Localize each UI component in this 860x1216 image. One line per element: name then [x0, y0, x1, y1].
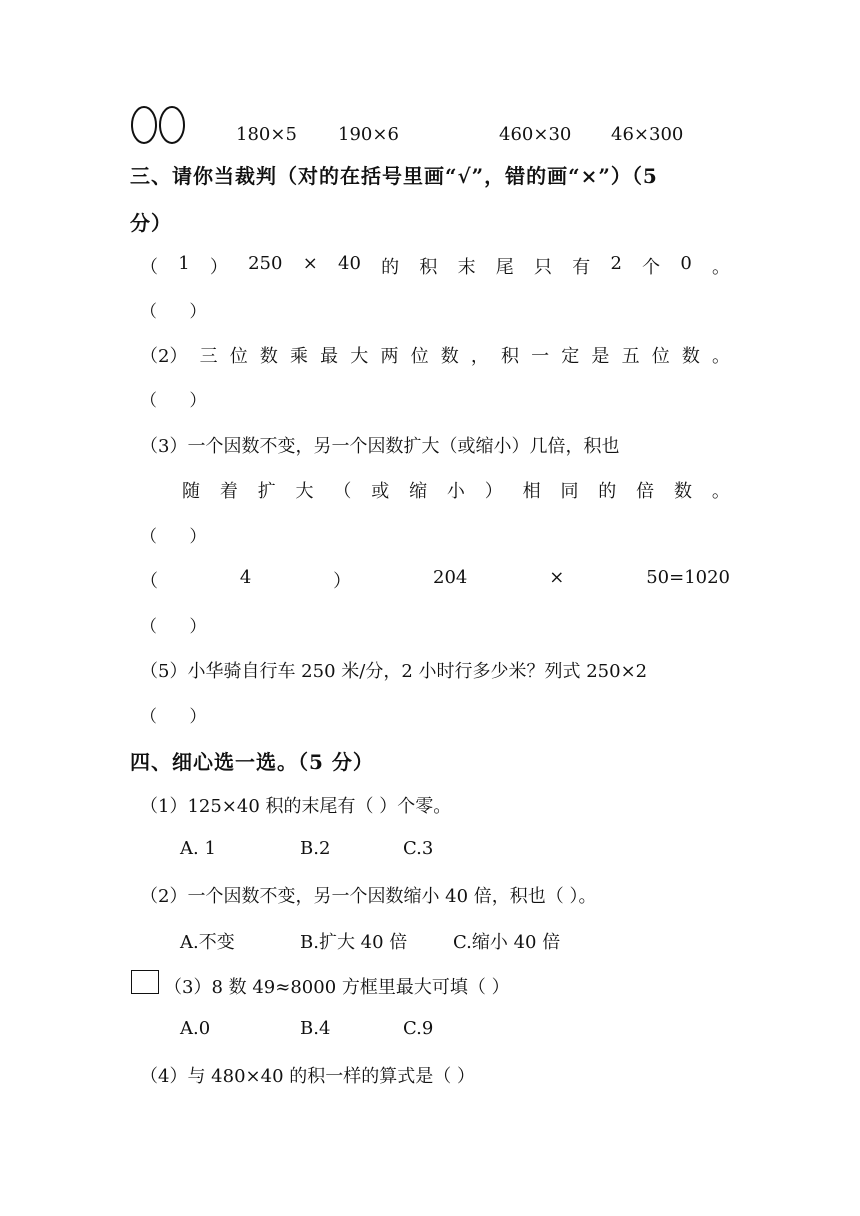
- section3-title: 三、请你当裁判（对的在括号里画“√”，错的画“×”）（5: [130, 164, 658, 188]
- judge-q3-cont: 随 着 扩 大 （ 或 缩 小 ） 相 同 的 倍 数 。: [182, 481, 730, 502]
- section3-title-cont: 分）: [130, 211, 172, 235]
- answer-blank[interactable]: （ ）: [140, 391, 207, 411]
- choice-q3: （3）8 数 49≈8000 方框里最大可填（ ）: [164, 977, 510, 998]
- judge-q1: （ 1 ） 250 × 40 的 积 末 尾 只 有 2 个 0 。: [140, 253, 730, 278]
- judge-q2: （2） 三 位 数 乘 最 大 两 位 数 ， 积 一 定 是 五 位 数 。: [140, 346, 730, 367]
- option-c[interactable]: C.缩小 40 倍: [453, 932, 561, 953]
- option-a[interactable]: A. 1: [180, 838, 216, 859]
- section4-title: 四、细心选一选。（5 分）: [130, 750, 374, 774]
- judge-q5: （5）小华骑自行车 250 米/分，2 小时行多少米？列式 250×2: [140, 661, 648, 682]
- answer-blank[interactable]: （ ）: [140, 617, 207, 637]
- option-c[interactable]: C.9: [403, 1018, 434, 1039]
- option-a[interactable]: A.0: [180, 1018, 211, 1039]
- answer-blank[interactable]: （ ）: [140, 707, 207, 727]
- choice-q1: （1）125×40 积的末尾有（ ）个零。: [140, 796, 452, 817]
- calc-item: 46×300: [611, 124, 684, 145]
- option-b[interactable]: B.2: [300, 838, 331, 859]
- answer-blank[interactable]: （ ）: [140, 527, 207, 547]
- option-c[interactable]: C.3: [403, 838, 434, 859]
- calc-item: 180×5: [236, 124, 297, 145]
- option-b[interactable]: B.4: [300, 1018, 331, 1039]
- answer-blank[interactable]: （ ）: [140, 302, 207, 322]
- calc-item: 190×6: [338, 124, 399, 145]
- judge-q4: （ 4 ） 204 × 50=1020: [140, 567, 730, 592]
- choice-q2: （2）一个因数不变，另一个因数缩小 40 倍，积也（ ）。: [140, 886, 597, 907]
- square-box-mark: [131, 970, 159, 994]
- calc-item: 460×30: [499, 124, 572, 145]
- choice-q4: （4）与 480×40 的积一样的算式是（ ）: [140, 1066, 475, 1087]
- option-a[interactable]: A.不变: [180, 932, 235, 953]
- option-b[interactable]: B.扩大 40 倍: [300, 932, 408, 953]
- judge-q3: （3）一个因数不变，另一个因数扩大（或缩小）几倍，积也: [140, 436, 620, 457]
- oval-marks: [130, 105, 188, 145]
